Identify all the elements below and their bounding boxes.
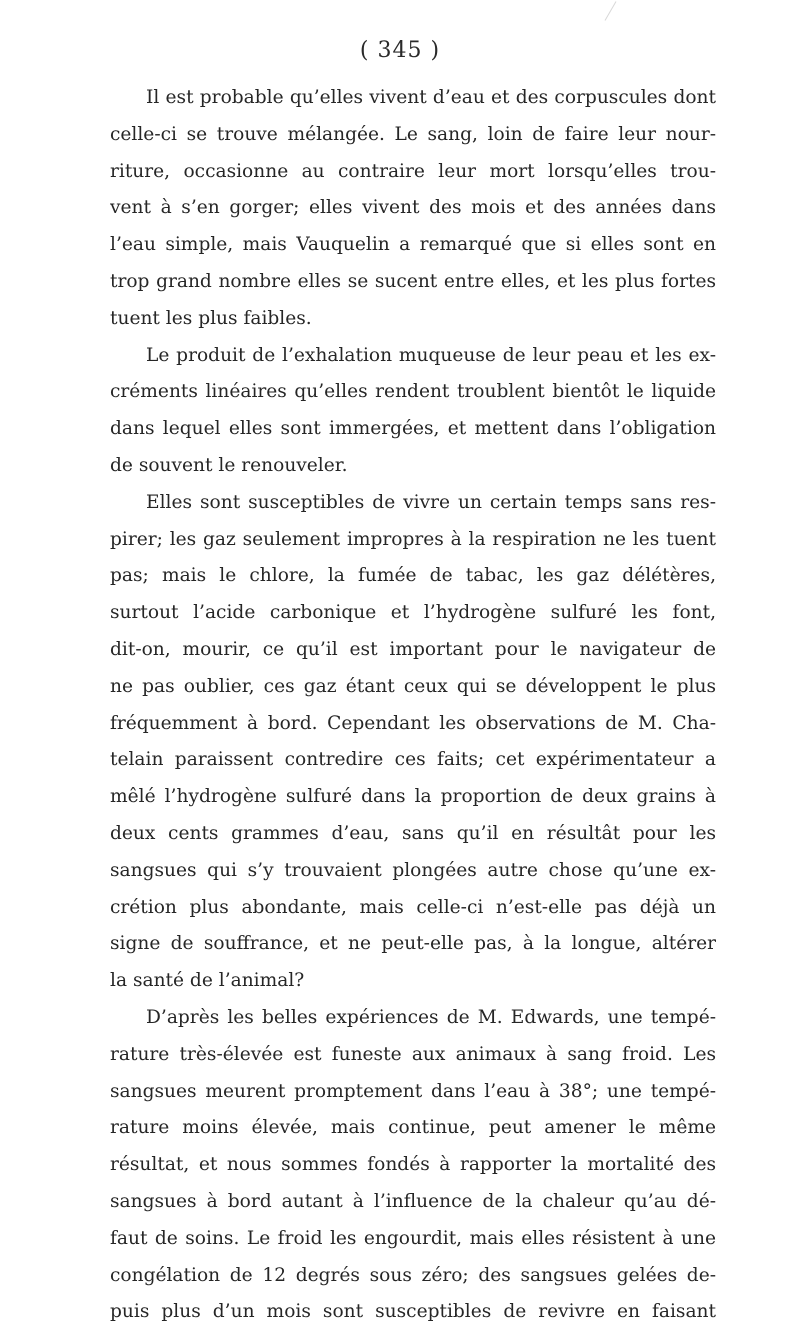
text-line: l’eau simple, mais Vauquelin a remarqué que si elles sont en: [110, 234, 716, 256]
text-line: Il est probable qu’elles vivent d’eau et des corpuscules dont: [146, 87, 716, 108]
paragraph: [110, 80, 716, 338]
text-line: mêlé l’hydrogène sulfuré dans la proportion de deux grains à: [110, 786, 716, 808]
text-line: résultat, et nous sommes fondés à rapporter la mortalité des: [110, 1154, 716, 1176]
text-line: la santé de l’animal?: [110, 970, 305, 992]
text-line: congélation de 12 degrés sous zéro; des sangsues gelées de-: [110, 1264, 716, 1286]
text-line: faut de soins. Le froid les engourdit, mais elles résistent à une: [110, 1227, 716, 1249]
text-line: vent à s’en gorger; elles vivent des mois et des années dans: [110, 197, 716, 219]
text-line: pirer; les gaz seulement impropres à la respiration ne les tuent: [110, 528, 716, 550]
text-line: deux cents grammes d’eau, sans qu’il en résultât pour les: [110, 822, 716, 844]
text-line: riture, occasionne au contraire leur mort lorsqu’elles trou-: [110, 160, 716, 182]
text-line: surtout l’acide carbonique et l’hydrogène sulfuré les font,: [110, 602, 716, 624]
body-text: [110, 80, 716, 1331]
text-line: ne pas oublier, ces gaz étant ceux qui se développent le plus: [110, 675, 716, 697]
text-line: de souvent le renouveler.: [110, 454, 348, 476]
text-line: dit-on, mourir, ce qu’il est important pour le navigateur de: [110, 638, 716, 660]
text-line: sangsues qui s’y trouvaient plongées autre chose qu’une ex-: [110, 859, 716, 881]
page-number: ( 345 ): [359, 38, 441, 63]
paragraph: [110, 485, 716, 1000]
text-line: rature très-élevée est funeste aux animaux à sang froid. Les: [110, 1043, 716, 1065]
text-line: sangsues à bord autant à l’influence de la chaleur qu’au dé-: [110, 1190, 716, 1212]
text-line: rature moins élevée, mais continue, peut amener le même: [110, 1117, 716, 1139]
text-line: D’après les belles expériences de M. Edwards, une tempé-: [146, 1006, 716, 1028]
paragraph: [110, 1000, 716, 1331]
text-line: signe de souffrance, et ne peut-elle pas, à la longue, altérer: [110, 933, 716, 955]
text-line: sangsues meurent promptement dans l’eau à 38°; une tempé-: [110, 1080, 716, 1102]
text-line: puis plus d’un mois sont susceptibles de revivre en faisant: [110, 1301, 716, 1323]
text-line: fréquemment à bord. Cependant les observations de M. Cha-: [110, 712, 716, 734]
text-line: Le produit de l’exhalation muqueuse de leur peau et les ex-: [146, 344, 716, 366]
text-line: tuent les plus faibles.: [110, 307, 312, 329]
paragraph: [110, 338, 716, 485]
paper-mark: [605, 1, 617, 21]
text-line: pas; mais le chlore, la fumée de tabac, les gaz délétères,: [110, 565, 716, 587]
text-line: trop grand nombre elles se sucent entre elles, et les plus fortes: [110, 270, 716, 292]
text-line: crétion plus abondante, mais celle-ci n’est-elle pas déjà un: [110, 896, 716, 918]
text-line: telain paraissent contredire ces faits; cet expérimentateur a: [110, 749, 716, 771]
text-line: Elles sont susceptibles de vivre un certain temps sans res-: [146, 491, 716, 513]
text-line: dans lequel elles sont immergées, et mettent dans l’obligation: [110, 418, 716, 440]
text-line: créments linéaires qu’elles rendent troublent bientôt le liquide: [110, 381, 716, 403]
text-line: celle-ci se trouve mélangée. Le sang, loin de faire leur nour-: [110, 123, 716, 145]
